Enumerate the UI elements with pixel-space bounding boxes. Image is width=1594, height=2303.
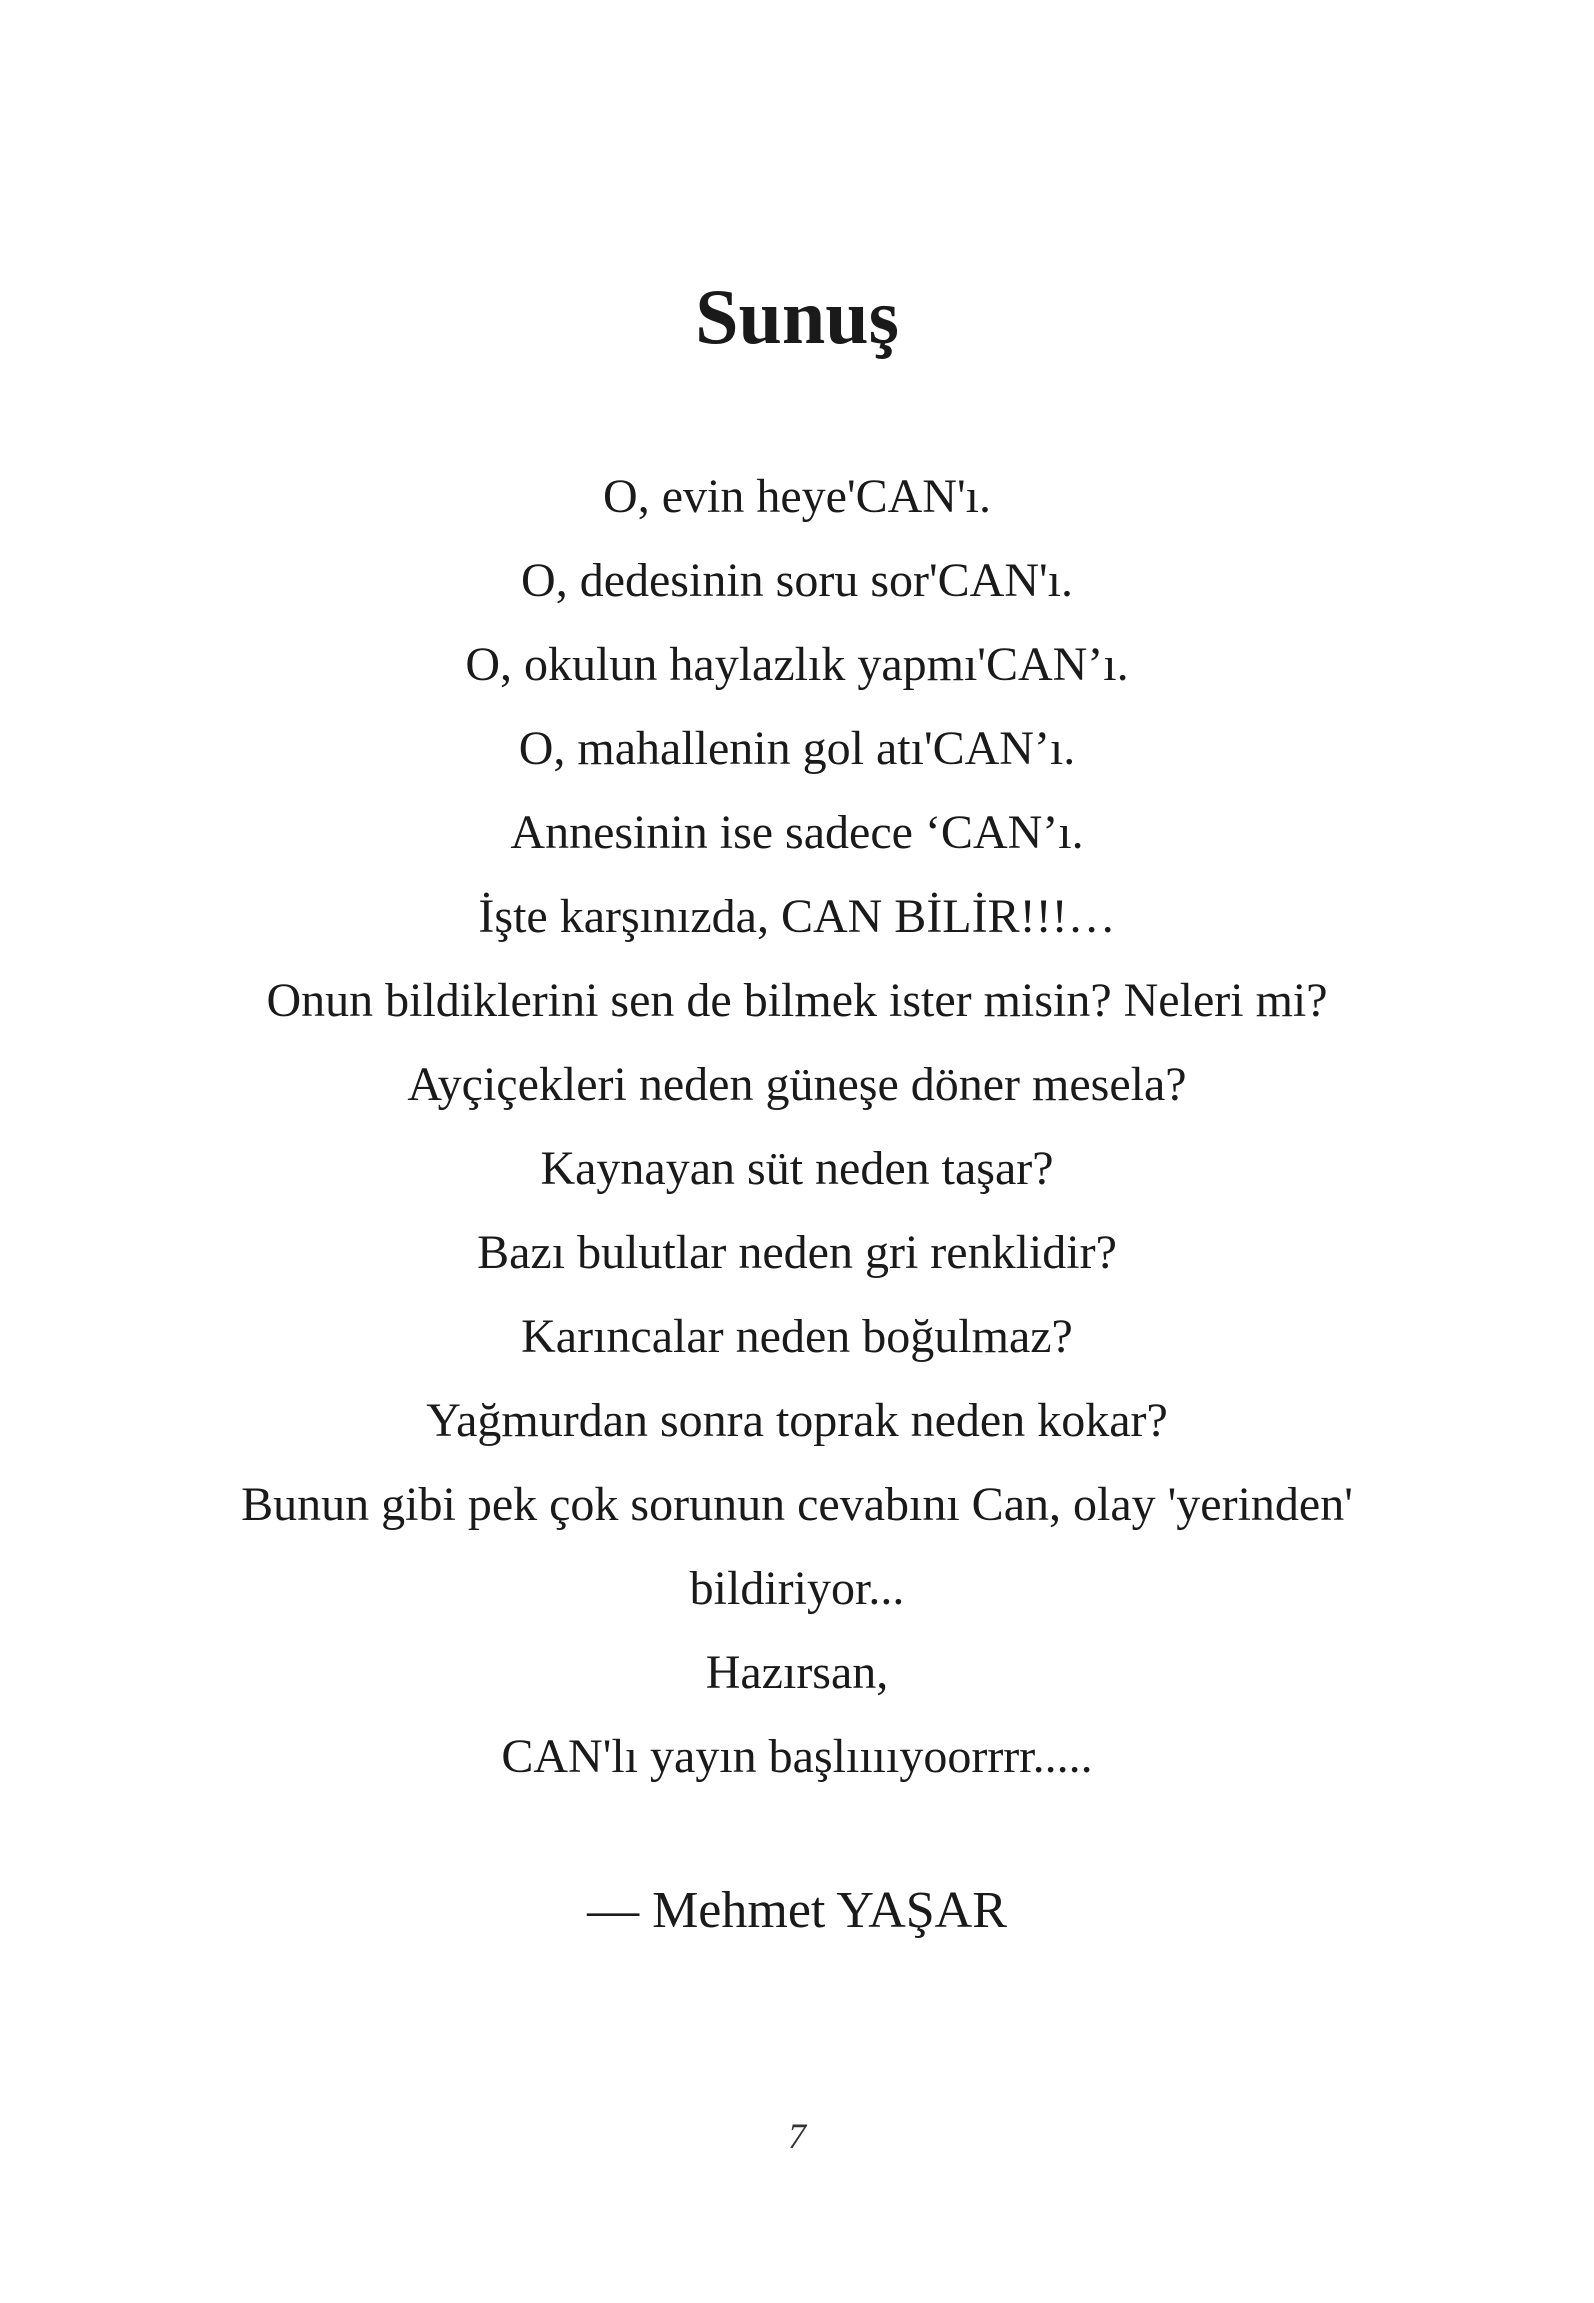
poem-line: CAN'lı yayın başlııııyoorrrr..... <box>501 1730 1093 1783</box>
poem-line: O, evin heye'CAN'ı. <box>603 470 991 523</box>
poem-line: Bunun gibi pek çok sorunun cevabını Can, olay 'yerinden' <box>241 1478 1353 1531</box>
page-number: 7 <box>788 2116 806 2156</box>
page-title: Sunuş <box>695 273 899 360</box>
poem-line: Karıncalar neden boğulmaz? <box>521 1310 1073 1363</box>
poem-line: O, dedesinin soru sor'CAN'ı. <box>521 554 1073 607</box>
poem-line: O, okulun haylazlık yapmı'CAN’ı. <box>465 638 1129 691</box>
poem-line: Hazırsan, <box>705 1646 889 1699</box>
poem-line: Yağmurdan sonra toprak neden kokar? <box>426 1394 1168 1447</box>
poem-line: Ayçiçekleri neden güneşe döner mesela? <box>407 1058 1187 1111</box>
poem-body <box>0 455 1594 1799</box>
poem-line: Onun bildiklerini sen de bilmek ister misin? Neleri mi? <box>266 974 1328 1027</box>
poem-line: O, mahallenin gol atı'CAN’ı. <box>518 722 1076 775</box>
poem-line: bildiriyor... <box>689 1562 905 1615</box>
poem-line: Annesinin ise sadece ‘CAN’ı. <box>510 806 1084 859</box>
poem-line: Kaynayan süt neden taşar? <box>540 1142 1054 1195</box>
poem-line: İşte karşınızda, CAN BİLİR!!!… <box>478 890 1116 943</box>
poem-line: Bazı bulutlar neden gri renklidir? <box>477 1226 1117 1279</box>
author-signature: — Mehmet YAŞAR <box>587 1882 1007 1939</box>
